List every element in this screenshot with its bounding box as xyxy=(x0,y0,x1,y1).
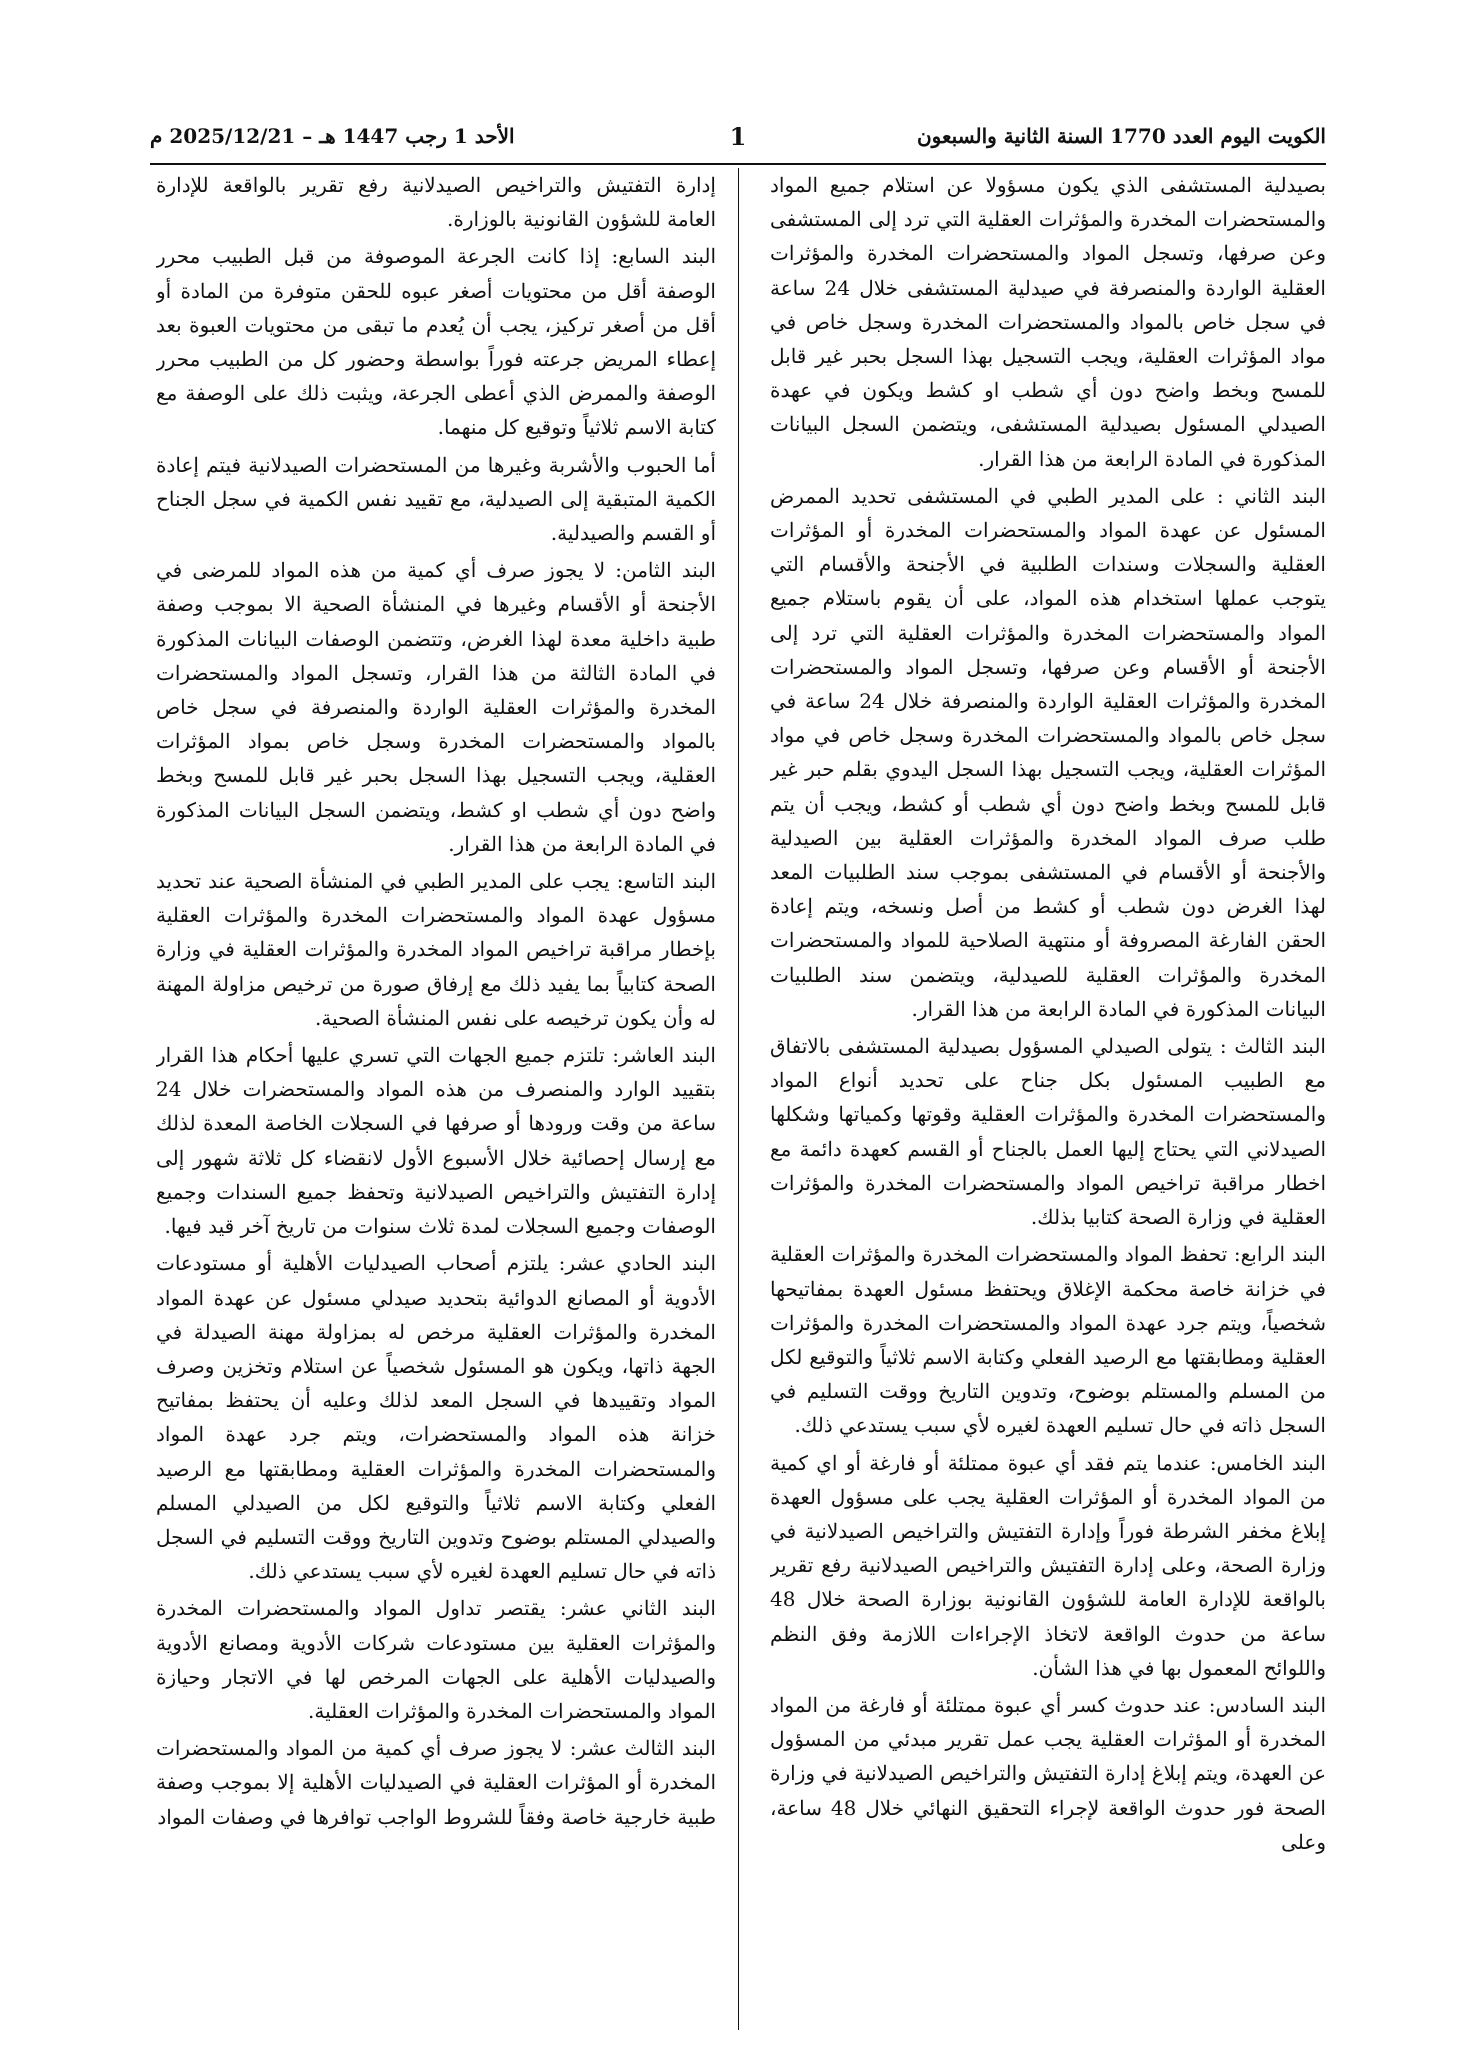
clause-12: البند الثاني عشر: يقتصر تداول المواد والمستحضرات المخدرة والمؤثرات العقلية بين مستودعات شركات الأدوية ومصانع الأدوية والصيدليات الأهلية على الجهات المرخص لها في الاتجار وحيازة المواد والمستحضرات المخدرة والمؤثرات العقلية. xyxy=(156,1596,716,1723)
page-number: 1 xyxy=(729,122,747,151)
issue-date: الأحد 1 رجب 1447 هـ – 2025/12/21 م xyxy=(150,124,515,148)
page-header xyxy=(150,118,1326,162)
clause-5: البند الخامس: عندما يتم فقد أي عبوة ممتلئة أو فارغة أو اي كمية من المواد المخدرة أو المؤثرات العقلية يجب على مسؤول العهدة إبلاغ مخفر الشرطة فوراً وإدارة التفتيش والتراخيص الصيدلانية في وزارة الصحة، وعلى إدارة التفتيش والتراخيص الصيدلانية رفع تقرير بالواقعة للإدارة العامة للشؤون القانونية بوزارة الصحة خلال 48 ساعة من حدوث الواقعة لاتخاذ الإجراءات اللازمة وفق النظم واللوائح المعمول بها في هذا الشأن. xyxy=(770,1450,1326,1680)
publication-info: الكويت اليوم العدد 1770 السنة الثانية والسبعون xyxy=(916,124,1326,148)
clause-7-note: أما الحبوب والأشربة وغيرها من المستحضرات الصيدلانية فيتم إعادة الكمية المتبقية إلى الصيدلية، مع تقييد نفس الكمية في سجل الجناح أو القسم والصيدلية. xyxy=(156,452,716,546)
clause-6-continuation: إدارة التفتيش والتراخيص الصيدلانية رفع تقرير بالواقعة للإدارة العامة للشؤون القانونية بالوزارة. xyxy=(156,173,716,232)
clause-9: البند التاسع: يجب على المدير الطبي في المنشأة الصحية عند تحديد مسؤول عهدة المواد والمستحضرات المخدرة والمؤثرات العقلية بإخطار مراقبة تراخيص المواد المخدرة والمؤثرات العقلية في وزارة الصحة كتابياً بما يفيد ذلك مع إرفاق صورة من ترخيص مزاولة المهنة له وأن يكون ترخيصه على نفس المنشأة الصحية. xyxy=(156,869,716,1030)
clause-8: البند الثامن: لا يجوز صرف أي كمية من هذه المواد للمرضى في الأجنحة أو الأقسام وغيرها في المنشأة الصحية الا بموجب وصفة طبية داخلية معدة لهذا الغرض، وتتضمن الوصفات البيانات المذكورة في المادة الثالثة من هذا القرار، وتسجل المواد والمستحضرات المخدرة والمؤثرات العقلية الواردة والمنصرفة في سجل خاص بالمواد والمستحضرات المخدرة وسجل خاص بمواد المؤثرات العقلية، ويجب التسجيل بهذا السجل بحبر غير قابل للمسح وبخط واضح دون أي شطب او كشط، ويتضمن السجل البيانات المذكورة في المادة الرابعة من هذا القرار. xyxy=(156,558,716,856)
clause-13: البند الثالث عشر: لا يجوز صرف أي كمية من المواد والمستحضرات المخدرة أو المؤثرات العقلية في الصيدليات الأهلية إلا بموجب وصفة طبية خارجية خاصة وفقاً للشروط الواجب توافرها في وصفات المواد xyxy=(156,1736,716,1829)
clause-6: البند السادس: عند حدوث كسر أي عبوة ممتلئة أو فارغة من المواد المخدرة أو المؤثرات العقلية يجب عمل تقرير مبدئي من المسؤول عن العهدة، ويتم إبلاغ إدارة التفتيش والتراخيص الصيدلانية في وزارة الصحة فور حدوث الواقعة لإجراء التحقيق النهائي خلال 48 ساعة، وعلى xyxy=(770,1692,1326,1854)
column-divider xyxy=(738,168,739,2030)
right-column xyxy=(770,168,1326,2038)
left-column xyxy=(156,168,716,2038)
paragraph-continuation: بصيدلية المستشفى الذي يكون مسؤولا عن استلام جميع المواد والمستحضرات المخدرة والمؤثرات العقلية التي ترد إلى المستشفى وعن صرفها، وتسجل المواد والمستحضرات المخدرة والمؤثرات العقلية الواردة والمنصرفة في صيدلية المستشفى خلال 24 ساعة في سجل خاص بالمواد والمستحضرات المخدرة وسجل خاص في مواد المؤثرات العقلية، ويجب التسجيل بهذا السجل بحبر غير قابل للمسح وبخط واضح دون أي شطب او كشط ويكون في عهدة الصيدلي المسئول بصيدلية المستشفى، ويتضمن السجل البيانات المذكورة في المادة الرابعة من هذا القرار. xyxy=(770,173,1326,471)
header-divider xyxy=(150,163,1326,165)
clause-2: البند الثاني : على المدير الطبي في المستشفى تحديد الممرض المسئول عن عهدة المواد والمستحضرات المخدرة أو المؤثرات العقلية والسجلات وسندات الطلبية في الأجنحة والأقسام التي يتوجب عملها استخدام هذه المواد، على أن يقوم باستلام جميع المواد والمستحضرات المخدرة والمؤثرات العقلية التي ترد إلى الأجنحة أو الأقسام وعن صرفها، وتسجل المواد والمستحضرات المخدرة والمؤثرات العقلية الواردة والمنصرفة خلال 24 ساعة في سجل خاص بالمواد والمستحضرات المخدرة وسجل خاص في مواد المؤثرات العقلية، ويجب التسجيل بهذا السجل اليدوي بقلم حبر غير قابل للمسح وبخط واضح دون أي شطب أو كشط، ويجب أن يتم طلب صرف المواد المخدرة والمؤثرات العقلية بين الصيدلية والأجنحة أو الأقسام في المستشفى بموجب سند الطلبيات المعد لهذا الغرض دون شطب أو كشط من أصل ونسخه، ويتم إعادة الحقن الفارغة المصروفة أو منتهية الصلاحية للمواد والمستحضرات المخدرة والمؤثرات العقلية للصيدلية، ويتضمن سند الطلبيات البيانات المذكورة في المادة الرابعة من هذا القرار. xyxy=(770,483,1326,1021)
clause-7: البند السابع: إذا كانت الجرعة الموصوفة من قبل الطبيب محرر الوصفة أقل من محتويات أصغر عبوه للحقن متوفرة من المادة أو أقل من أصغر تركيز، يجب أن يُعدم ما تبقى من محتويات العبوة بعد إعطاء المريض جرعته فوراً بواسطة وحضور كل من الطبيب محرر الوصفة والممرض الذي أعطى الجرعة، ويثبت ذلك على الوصفة مع كتابة الاسم ثلاثياً وتوقيع كل منهما. xyxy=(156,244,716,440)
clause-11: البند الحادي عشر: يلتزم أصحاب الصيدليات الأهلية أو مستودعات الأدوية أو المصانع الدوائية بتحديد صيدلي مسئول عن عهدة المواد المخدرة والمؤثرات العقلية مرخص له بمزاولة مهنة الصيدلة في الجهة ذاتها، ويكون هو المسئول شخصياً عن استلام وتخزين وصرف المواد وتقييدها في السجل المعد لذلك وعليه أن يحتفظ بمفاتيح خزانة هذه المواد والمستحضرات، ويتم جرد عهدة المواد والمستحضرات المخدرة والمؤثرات العقلية ومطابقتها مع الرصيد الفعلي وكتابة الاسم ثلاثياً والتوقيع لكل من الصيدلي المسلم والصيدلي المستلم بوضوح وتدوين التاريخ ووقت التسليم في السجل ذاته في حال تسليم العهدة لغيره لأي سبب يستدعي ذلك. xyxy=(156,1251,716,1584)
clause-4: البند الرابع: تحفظ المواد والمستحضرات المخدرة والمؤثرات العقلية في خزانة خاصة محكمة الإغلاق ويحتفظ مسئول العهدة بمفاتيحها شخصياً، ويتم جرد عهدة المواد والمستحضرات المخدرة والمؤثرات العقلية ومطابقتها مع الرصيد الفعلي وكتابة الاسم ثلاثياً والتوقيع لكل من المسلم والمستلم بوضوح، وتدوين التاريخ ووقت التسليم في السجل ذاته في حال تسليم العهدة لغيره لأي سبب يستدعي ذلك. xyxy=(770,1242,1326,1438)
clause-10: البند العاشر: تلتزم جميع الجهات التي تسري عليها أحكام هذا القرار بتقييد الوارد والمنصرف من هذه المواد والمستحضرات خلال 24 ساعة من وقت ورودها أو صرفها في السجلات الخاصة المعدة لذلك مع إرسال إحصائية خلال الأسبوع الأول لانقضاء كل ثلاثة شهور إلى إدارة التفتيش والتراخيص الصيدلانية وتحفظ جميع السندات وجميع الوصفات وجميع السجلات لمدة ثلاث سنوات من تاريخ آخر قيد فيها. xyxy=(156,1043,716,1239)
clause-3: البند الثالث : يتولى الصيدلي المسؤول بصيدلية المستشفى بالاتفاق مع الطبيب المسئول بكل جناح على تحديد أنواع المواد والمستحضرات المخدرة والمؤثرات العقلية وقوتها وكمياتها وشكلها الصيدلاني التي يحتاج إليها العمل بالجناح أو القسم كعهدة دائمة مع اخطار مراقبة تراخيص المواد والمستحضرات المخدرة والمؤثرات العقلية في وزارة الصحة كتابيا بذلك. xyxy=(770,1034,1326,1230)
